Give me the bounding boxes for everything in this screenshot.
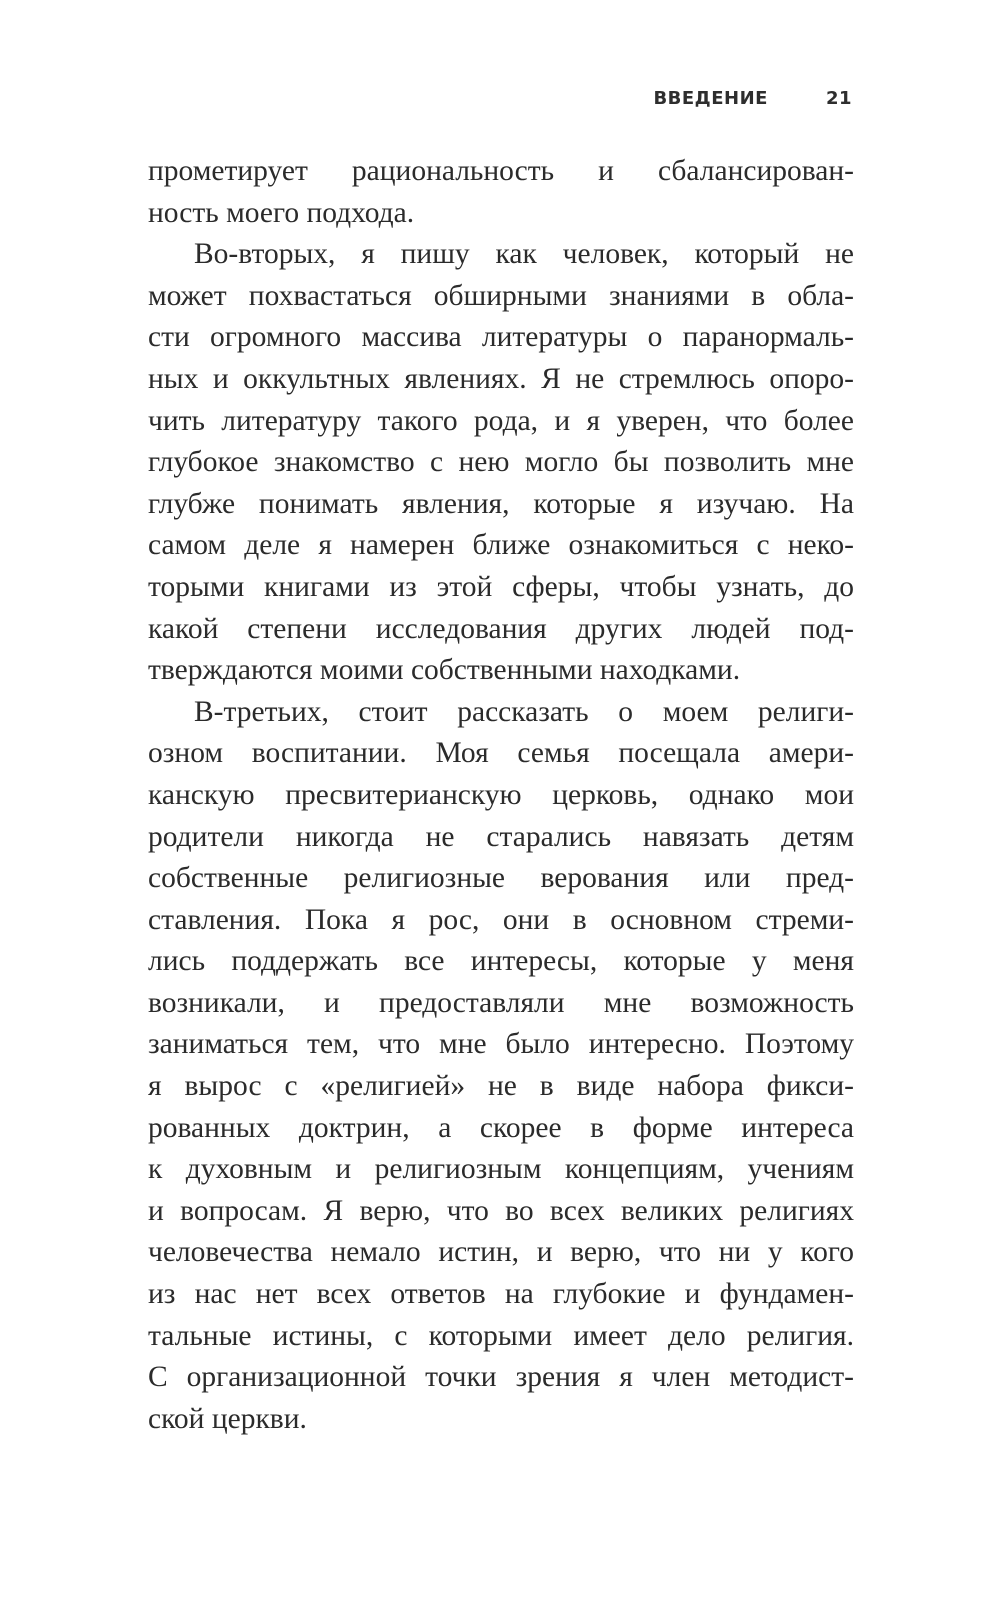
paragraph: [148, 234, 854, 692]
page-number: 21: [825, 88, 852, 109]
text-line: В-третьих, стоит рассказать о моем религи-: [194, 695, 854, 728]
text-line: заниматься тем, что мне было интересно. Поэтому: [148, 1028, 854, 1061]
text-line: рованных доктрин, а скорее в форме интереса: [148, 1111, 854, 1144]
running-head: [653, 88, 852, 109]
text-line: какой степени исследования других людей под-: [148, 612, 854, 645]
text-line: может похвастаться обширными знаниями в обла-: [148, 279, 854, 312]
text-line: глубокое знакомство с нею могло бы позволить мне: [148, 446, 854, 479]
text-line: я вырос с «религией» не в виде набора фикси-: [148, 1070, 854, 1103]
text-line: чить литературу такого рода, и я уверен, что более: [148, 404, 854, 437]
text-line: родители никогда не старались навязать детям: [148, 820, 854, 853]
text-line: прометирует рациональность и сбалансирован-: [148, 155, 854, 187]
text-line: собственные религиозные верования или пред-: [148, 862, 854, 895]
section-title: ВВЕДЕНИЕ: [653, 88, 768, 109]
text-line: тальные истины, с которыми имеет дело религия.: [148, 1319, 854, 1352]
text-line: ность моего подхода.: [148, 196, 415, 229]
text-line: тверждаются моими собственными находками.: [148, 654, 741, 687]
body-text: [148, 151, 854, 1440]
text-line: самом деле я намерен ближе ознакомиться с неко-: [148, 529, 854, 562]
paragraph: [148, 151, 854, 234]
text-line: ской церкви.: [148, 1402, 307, 1435]
text-line: озном воспитании. Моя семья посещала амери-: [148, 737, 854, 770]
text-line: лись поддержать все интересы, которые у меня: [148, 945, 854, 978]
text-line: С организационной точки зрения я член методист-: [148, 1361, 854, 1394]
text-line: из нас нет всех ответов на глубокие и фундамен-: [148, 1278, 854, 1311]
text-line: сти огромного массива литературы о паранормаль-: [148, 321, 854, 354]
text-line: Во-вторых, я пишу как человек, который не: [194, 238, 854, 271]
text-line: к духовным и религиозным концепциям, учениям: [148, 1153, 854, 1186]
text-line: и вопросам. Я верю, что во всех великих религиях: [148, 1194, 854, 1227]
text-line: глубже понимать явления, которые я изучаю. На: [148, 487, 854, 520]
text-line: торыми книгами из этой сферы, чтобы узнать, до: [148, 570, 854, 603]
text-line: человечества немало истин, и верю, что ни у кого: [148, 1236, 854, 1269]
text-line: ных и оккультных явлениях. Я не стремлюсь опоро-: [148, 362, 854, 395]
text-line: возникали, и предоставляли мне возможность: [148, 986, 854, 1019]
text-line: канскую пресвитерианскую церковь, однако мои: [148, 778, 854, 811]
paragraph: [148, 692, 854, 1441]
text-line: ставления. Пока я рос, они в основном стреми-: [148, 903, 854, 936]
